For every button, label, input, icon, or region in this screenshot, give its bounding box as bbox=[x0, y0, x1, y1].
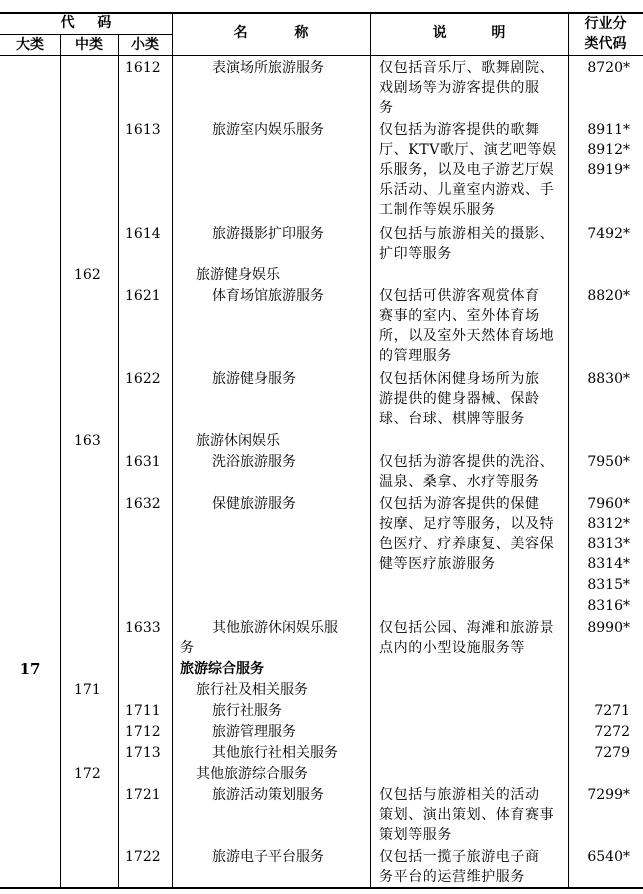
minor-code: 1633 bbox=[125, 620, 161, 636]
item-desc-line: 所，以及室外天然体育场地 bbox=[379, 328, 555, 344]
group-name: 旅游健身娱乐 bbox=[196, 267, 280, 283]
header-code-group: 代 码 bbox=[60, 15, 112, 31]
group-name: 旅行社及相关服务 bbox=[196, 682, 308, 698]
item-name: 洗浴旅游服务 bbox=[212, 454, 296, 470]
item-name: 体育场馆旅游服务 bbox=[212, 288, 324, 304]
industry-code: 7299* bbox=[587, 787, 630, 803]
medium-code: 163 bbox=[74, 433, 101, 449]
minor-code: 1721 bbox=[125, 787, 161, 803]
industry-code: 8720* bbox=[587, 60, 630, 76]
industry-code: 8912* bbox=[587, 142, 630, 158]
industry-code: 8990* bbox=[587, 620, 630, 636]
item-desc-line: 乐服务，以及电子游艺厅娱 bbox=[379, 162, 555, 178]
item-desc-line: 仅包括一揽子旅游电子商 bbox=[379, 849, 540, 865]
item-name: 旅游摄影扩印服务 bbox=[212, 226, 324, 242]
item-name: 旅游健身服务 bbox=[212, 371, 296, 387]
industry-code: 8830* bbox=[587, 371, 630, 387]
item-desc-line: 健等医疗旅游服务 bbox=[379, 556, 496, 572]
item-name-line: 务 bbox=[180, 640, 194, 656]
industry-code: 7272 bbox=[594, 724, 630, 740]
group-name: 旅游休闲娱乐 bbox=[196, 433, 280, 449]
col-divider-medium bbox=[118, 34, 119, 888]
industry-code: 6540* bbox=[587, 849, 630, 865]
item-desc-line: 仅包括与旅游相关的摄影、 bbox=[379, 226, 555, 242]
medium-code: 171 bbox=[74, 682, 101, 698]
item-desc-line: 仅包括音乐厅、歌舞剧院、 bbox=[379, 60, 555, 76]
item-desc-line: 点内的小型设施服务等 bbox=[379, 640, 525, 656]
item-desc-line: 赛事的室内、室外体育场 bbox=[379, 308, 540, 324]
item-desc-line: 仅包括为游客提供的洗浴、 bbox=[379, 454, 555, 470]
industry-code: 8919* bbox=[587, 162, 630, 178]
item-desc-line: 务平台的运营维护服务 bbox=[379, 869, 525, 885]
item-name: 旅游活动策划服务 bbox=[212, 787, 324, 803]
item-name: 其他旅行社相关服务 bbox=[212, 745, 338, 761]
industry-code: 8312* bbox=[587, 516, 630, 532]
item-name: 旅行社服务 bbox=[212, 703, 282, 719]
header-industry-code-line-2: 类代码 bbox=[584, 36, 627, 52]
industry-code: 7950* bbox=[587, 454, 630, 470]
item-name-line: 其他旅游休闲娱乐服 bbox=[212, 620, 338, 636]
industry-code: 7492* bbox=[587, 226, 630, 242]
header-medium: 中类 bbox=[75, 37, 103, 53]
item-desc-line: 色医疗、疗养康复、美容保 bbox=[379, 536, 555, 552]
minor-code: 1612 bbox=[125, 60, 161, 76]
industry-code: 7960* bbox=[587, 496, 630, 512]
major-code: 17 bbox=[19, 660, 41, 678]
item-name: 旅游室内娱乐服务 bbox=[212, 122, 324, 138]
col-divider-major bbox=[60, 34, 61, 888]
item-desc-line: 工制作等娱乐服务 bbox=[379, 202, 496, 218]
item-desc-line: 的管理服务 bbox=[379, 348, 452, 364]
minor-code: 1632 bbox=[125, 496, 161, 512]
item-desc-line: 仅包括休闲健身场所为旅 bbox=[379, 371, 540, 387]
medium-code: 172 bbox=[74, 766, 101, 782]
header-minor: 小类 bbox=[131, 37, 159, 53]
item-desc-line: 仅包括为游客提供的保健 bbox=[379, 496, 540, 512]
col-divider-minor bbox=[172, 12, 173, 888]
industry-code: 8911* bbox=[587, 122, 630, 138]
item-desc-line: 仅包括与旅游相关的活动 bbox=[379, 787, 540, 803]
item-desc-line: 仅包括为游客提供的歌舞 bbox=[379, 122, 540, 138]
item-name: 旅游管理服务 bbox=[212, 724, 296, 740]
group-name: 其他旅游综合服务 bbox=[196, 766, 308, 782]
header-bottom-border bbox=[0, 55, 643, 56]
minor-code: 1712 bbox=[125, 724, 161, 740]
minor-code: 1713 bbox=[125, 745, 161, 761]
industry-code: 8314* bbox=[587, 556, 630, 572]
minor-code: 1722 bbox=[125, 849, 161, 865]
table-bottom-border bbox=[0, 887, 643, 889]
item-desc-line: 扩印等服务 bbox=[379, 246, 452, 262]
medium-code: 162 bbox=[74, 267, 101, 283]
industry-code: 7271 bbox=[594, 703, 630, 719]
item-desc-line: 策划、演出策划、体育赛事 bbox=[379, 807, 555, 823]
industry-code: 7279 bbox=[594, 745, 630, 761]
header-name: 名 称 bbox=[233, 25, 309, 41]
industry-code: 8313* bbox=[587, 536, 630, 552]
item-name: 表演场所旅游服务 bbox=[212, 60, 324, 76]
header-major: 大类 bbox=[16, 37, 44, 53]
industry-code: 8820* bbox=[587, 288, 630, 304]
minor-code: 1622 bbox=[125, 371, 161, 387]
minor-code: 1631 bbox=[125, 454, 161, 470]
col-divider-name bbox=[370, 12, 371, 888]
item-desc-line: 按摩、足疗等服务，以及特 bbox=[379, 516, 555, 532]
item-desc-line: 仅包括公园、海滩和旅游景 bbox=[379, 620, 555, 636]
item-desc-line: 球、台球、棋牌等服务 bbox=[379, 411, 525, 427]
minor-code: 1711 bbox=[125, 703, 161, 719]
item-desc-line: 仅包括可供游客观赏体育 bbox=[379, 288, 540, 304]
item-desc-line: 乐活动、儿童室内游戏、手 bbox=[379, 182, 555, 198]
item-desc-line: 务 bbox=[379, 100, 394, 116]
item-name: 旅游电子平台服务 bbox=[212, 849, 324, 865]
item-desc-line: 厅、KTV歌厅、演艺吧等娱 bbox=[379, 142, 557, 158]
item-desc-line: 游提供的健身器械、保龄 bbox=[379, 391, 540, 407]
item-desc-line: 戏剧场等为游客提供的服 bbox=[379, 80, 540, 96]
header-industry-code-line-1: 行业分 bbox=[584, 16, 627, 32]
minor-code: 1621 bbox=[125, 288, 161, 304]
minor-code: 1614 bbox=[125, 226, 161, 242]
item-desc-line: 温泉、桑拿、水疗等服务 bbox=[379, 474, 540, 490]
major-category-name: 旅游综合服务 bbox=[180, 661, 264, 677]
item-desc-line: 策划等服务 bbox=[379, 827, 452, 843]
industry-code: 8315* bbox=[587, 577, 630, 593]
header-desc: 说 明 bbox=[432, 25, 506, 41]
minor-code: 1613 bbox=[125, 122, 161, 138]
industry-code: 8316* bbox=[587, 598, 630, 614]
item-name: 保健旅游服务 bbox=[212, 496, 296, 512]
